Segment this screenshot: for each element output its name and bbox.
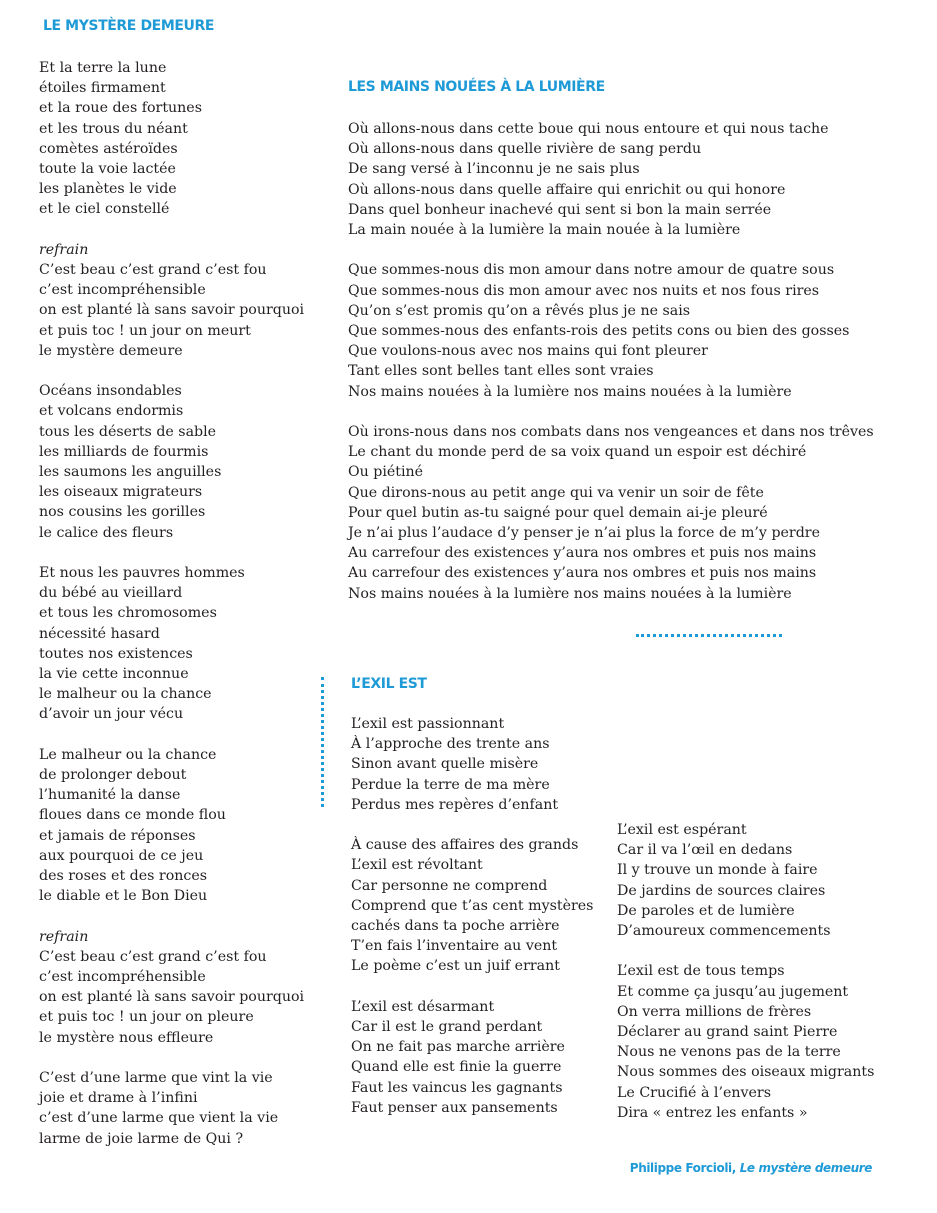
verse-line: L’exil est espérant bbox=[617, 822, 747, 838]
refrain-label: refrain bbox=[39, 241, 89, 258]
section-divider-dots bbox=[636, 634, 782, 637]
verse-line: Où allons-nous dans quelle affaire qui enrichit ou qui honore bbox=[348, 181, 786, 198]
verse-line: Faut les vaincus les gagnants bbox=[351, 1079, 563, 1096]
verse-line: Car il va l’œil en dedans bbox=[617, 842, 793, 859]
verse-line: et volcans endormis bbox=[39, 403, 184, 420]
verse-line: du bébé au vieillard bbox=[39, 585, 183, 602]
stanza bbox=[39, 240, 304, 361]
verse-line: Le poème c’est un juif errant bbox=[351, 958, 560, 975]
verse-line: L’exil est désarmant bbox=[351, 998, 495, 1015]
verse-line: On ne fait pas marche arrière bbox=[351, 1039, 565, 1056]
verse-line: Sinon avant quelle misère bbox=[351, 756, 539, 773]
verse-line: Nos mains nouées à la lumière nos mains nouées à la lumière bbox=[348, 383, 792, 400]
verse-line: Que dirons-nous au petit ange qui va venir un soir de fête bbox=[348, 484, 764, 501]
verse-line: À l’approche des trente ans bbox=[351, 736, 550, 753]
verse-line: Dira « entrez les enfants » bbox=[617, 1104, 808, 1121]
verse-line: Quand elle est finie la guerre bbox=[351, 1059, 562, 1076]
verse-line: tous les déserts de sable bbox=[39, 423, 217, 440]
verse-line: Et nous les pauvres hommes bbox=[39, 565, 245, 582]
stanza bbox=[617, 820, 874, 941]
verse-line: Où allons-nous dans quelle rivière de sang perdu bbox=[348, 141, 702, 158]
stanza bbox=[348, 119, 874, 240]
verse-line: De sang versé à l’inconnu je ne sais plus bbox=[348, 161, 640, 178]
verse-line: Perdue la terre de ma mère bbox=[351, 776, 550, 793]
verse-line: On verra millions de frères bbox=[617, 1003, 812, 1020]
verse-line: les saumons les anguilles bbox=[39, 464, 222, 481]
poem-title-les-mains-nouees: LES MAINS NOUÉES À LA LUMIÈRE bbox=[348, 79, 605, 95]
verse-line: Pour quel butin as-tu saigné pour quel demain ai-je pleuré bbox=[348, 504, 768, 521]
verse-line: comètes astéroïdes bbox=[39, 140, 178, 157]
verse-line: Que voulons-nous avec nos mains qui font pleurer bbox=[348, 343, 708, 360]
verse-line: Il y trouve un monde à faire bbox=[617, 862, 818, 879]
verse-line: le mystère nous effleure bbox=[39, 1029, 214, 1046]
verse-line: C’est beau c’est grand c’est fou bbox=[39, 262, 267, 279]
verse-line: Le malheur ou la chance bbox=[39, 746, 217, 763]
verse-line: Car il est le grand perdant bbox=[351, 1019, 543, 1036]
stanza bbox=[348, 260, 874, 401]
verse-line: Perdus mes repères d’enfant bbox=[351, 796, 559, 813]
verse-line: C’est d’une larme que vint la vie bbox=[39, 1070, 273, 1087]
verse-line: on est planté là sans savoir pourquoi bbox=[39, 302, 305, 319]
stanza bbox=[351, 835, 593, 976]
verse-line: l’humanité la danse bbox=[39, 787, 181, 804]
stanza bbox=[39, 745, 304, 907]
verse-line: et les trous du néant bbox=[39, 120, 188, 137]
verse-line: la vie cette inconnue bbox=[39, 666, 189, 683]
refrain-label: refrain bbox=[39, 928, 89, 945]
verse-line: À cause des affaires des grands bbox=[351, 837, 579, 854]
verse-line: De paroles et de lumière bbox=[617, 902, 795, 919]
verse-line: C’est beau c’est grand c’est fou bbox=[39, 948, 267, 965]
verse-line: Car personne ne comprend bbox=[351, 877, 548, 894]
stanza bbox=[351, 997, 593, 1118]
verse-line: les milliards de fourmis bbox=[39, 443, 209, 460]
verse-line: le diable et le Bon Dieu bbox=[39, 888, 208, 905]
verse-line: toutes nos existences bbox=[39, 645, 193, 662]
verse-line: Tant elles sont belles tant elles sont vraies bbox=[348, 363, 654, 380]
verse-line: les oiseaux migrateurs bbox=[39, 484, 203, 501]
vertical-divider-dots bbox=[321, 677, 324, 807]
verse-line: étoiles firmament bbox=[39, 80, 166, 97]
stanza bbox=[39, 563, 304, 725]
verse-line: c’est incompréhensible bbox=[39, 282, 206, 299]
verse-line: L’exil est de tous temps bbox=[617, 963, 785, 980]
verse-line: Déclarer au grand saint Pierre bbox=[617, 1024, 838, 1041]
verse-line: D’amoureux commencements bbox=[617, 923, 831, 940]
verse-line: de prolonger debout bbox=[39, 767, 187, 784]
verse-line: les planètes le vide bbox=[39, 181, 177, 198]
verse-line: Et comme ça jusqu’au jugement bbox=[617, 983, 849, 1000]
verse-line: et tous les chromosomes bbox=[39, 605, 217, 622]
verse-line: Que sommes-nous des enfants-rois des petits cons ou bien des gosses bbox=[348, 323, 850, 340]
verse-line: et puis toc ! un jour on pleure bbox=[39, 1009, 254, 1026]
verse-line: aux pourquoi de ce jeu bbox=[39, 847, 204, 864]
poem-title-l-exil-est: L’EXIL EST bbox=[351, 676, 427, 692]
verse-line: De jardins de sources claires bbox=[617, 882, 826, 899]
verse-line: le malheur ou la chance bbox=[39, 686, 212, 703]
verse-line: on est planté là sans savoir pourquoi bbox=[39, 989, 305, 1006]
verse-line: d’avoir un jour vécu bbox=[39, 706, 184, 723]
verse-line: Océans insondables bbox=[39, 383, 182, 400]
verse-line: Comprend que t’as cent mystères bbox=[351, 897, 594, 914]
author-signature bbox=[630, 1161, 872, 1175]
verse-line: T’en fais l’inventaire au vent bbox=[351, 938, 558, 955]
verse-line: Je n’ai plus l’audace d’y penser je n’ai plus la force de m’y perdre bbox=[348, 525, 820, 542]
verse-line: Nous sommes des oiseaux migrants bbox=[617, 1064, 875, 1081]
verse-line: Au carrefour des existences y’aura nos ombres et puis nos mains bbox=[348, 565, 817, 582]
poem-body-les-mains-nouees bbox=[348, 119, 874, 624]
stanza bbox=[617, 961, 874, 1123]
verse-line: des roses et des ronces bbox=[39, 868, 208, 885]
poem-body-le-mystere-demeure bbox=[39, 58, 304, 1169]
verse-line: et jamais de réponses bbox=[39, 827, 196, 844]
verse-line: Faut penser aux pansements bbox=[351, 1099, 558, 1116]
verse-line: Que sommes-nous dis mon amour dans notre amour de quatre sous bbox=[348, 262, 835, 279]
poem-body-l-exil-est-right-column bbox=[617, 820, 874, 1143]
verse-line: Où allons-nous dans cette boue qui nous entoure et qui nous tache bbox=[348, 121, 829, 137]
verse-line: Qu’on s’est promis qu’on a rêvés plus je ne sais bbox=[348, 302, 691, 319]
verse-line: le mystère demeure bbox=[39, 342, 183, 359]
verse-line: toute la voie lactée bbox=[39, 161, 176, 178]
verse-line: larme de joie larme de Qui ? bbox=[39, 1130, 244, 1147]
author-name: Philippe Forcioli, bbox=[629, 1161, 736, 1175]
verse-line: cachés dans ta poche arrière bbox=[351, 918, 560, 935]
stanza bbox=[39, 381, 304, 543]
verse-line: c’est incompréhensible bbox=[39, 969, 206, 986]
stanza bbox=[351, 714, 593, 815]
verse-line: Que sommes-nous dis mon amour avec nos nuits et nos fous rires bbox=[348, 282, 820, 299]
verse-line: L’exil est révoltant bbox=[351, 857, 483, 874]
verse-line: nécessité hasard bbox=[39, 625, 160, 642]
verse-line: Nous ne venons pas de la terre bbox=[617, 1044, 841, 1061]
source-work-title: Le mystère demeure bbox=[739, 1161, 872, 1175]
verse-line: nos cousins les gorilles bbox=[39, 504, 206, 521]
verse-line: Ou piétiné bbox=[348, 464, 424, 481]
poem-title-le-mystere-demeure: LE MYSTÈRE DEMEURE bbox=[43, 18, 215, 34]
verse-line: floues dans ce monde flou bbox=[39, 807, 226, 824]
stanza bbox=[39, 58, 304, 220]
verse-line: et le ciel constellé bbox=[39, 201, 170, 218]
verse-line: et puis toc ! un jour on meurt bbox=[39, 322, 251, 339]
verse-line: L’exil est passionnant bbox=[351, 716, 505, 732]
verse-line: La main nouée à la lumière la main nouée à la lumière bbox=[348, 222, 741, 239]
verse-line: joie et drame à l’infini bbox=[39, 1090, 198, 1107]
verse-line: Le Crucifié à l’envers bbox=[617, 1084, 771, 1101]
verse-line: Où irons-nous dans nos combats dans nos vengeances et dans nos trêves bbox=[348, 424, 874, 441]
verse-line: Et la terre la lune bbox=[39, 60, 167, 76]
verse-line: le calice des fleurs bbox=[39, 524, 174, 541]
poem-body-l-exil-est-left-column bbox=[351, 714, 593, 1138]
verse-line: et la roue des fortunes bbox=[39, 100, 202, 117]
verse-line: Le chant du monde perd de sa voix quand un espoir est déchiré bbox=[348, 444, 807, 461]
stanza bbox=[348, 422, 874, 604]
stanza bbox=[39, 1068, 304, 1149]
verse-line: Dans quel bonheur inachevé qui sent si bon la main serrée bbox=[348, 201, 772, 218]
stanza bbox=[39, 927, 304, 1048]
verse-line: c’est d’une larme que vient la vie bbox=[39, 1110, 279, 1127]
verse-line: Au carrefour des existences y’aura nos ombres et puis nos mains bbox=[348, 545, 817, 562]
verse-line: Nos mains nouées à la lumière nos mains nouées à la lumière bbox=[348, 585, 792, 602]
